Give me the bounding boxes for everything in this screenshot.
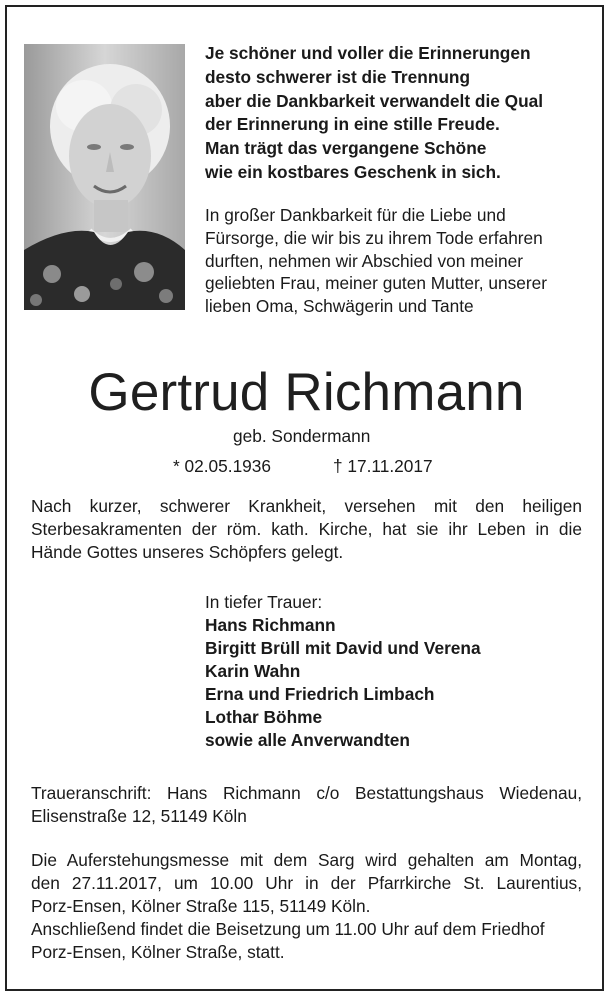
intro-line: geliebten Frau, meiner guten Mutter, unserer (205, 273, 547, 294)
mourners-list (205, 591, 585, 752)
mourner-name: sowie alle Anverwandten (205, 730, 410, 750)
poem-line: desto schwerer ist die Trennung (205, 66, 471, 87)
mourner-name: Karin Wahn (205, 661, 301, 681)
poem-line: der Erinnerung in eine stille Freude. (205, 114, 500, 135)
poem-line: Je schöner und voller die Erinnerungen (205, 43, 531, 63)
service-details (31, 849, 582, 964)
service-line: Anschließend findet die Beisetzung um 11.00 Uhr auf dem Friedhof (31, 919, 545, 939)
address-line: Traueranschrift: Hans Richmann c/o Bestattungshaus Wiedenau, (31, 783, 582, 803)
memorial-poem (205, 42, 595, 185)
mourner-name: Hans Richmann (205, 615, 336, 635)
service-line: den 27.11.2017, um 10.00 Uhr in der Pfarrkirche St. Laurentius, (31, 873, 582, 893)
birth-date: * 02.05.1936 (173, 456, 272, 476)
message-paragraph (31, 495, 582, 564)
message-line: Hände Gottes unseres Schöpfers gelegt. (31, 542, 344, 562)
message-line: Sterbesakramenten der röm. kath. Kirche, hat sie ihr Leben in die (31, 519, 582, 539)
service-line: Die Auferstehungsmesse mit dem Sarg wird gehalten am Montag, (31, 850, 582, 870)
intro-text (205, 204, 590, 318)
intro-line: lieben Oma, Schwägerin und Tante (205, 296, 474, 317)
mourning-address (31, 782, 582, 828)
poem-line: aber die Dankbarkeit verwandelt die Qual (205, 90, 544, 111)
portrait-photo (24, 44, 185, 310)
poem-line: Man trägt das vergangene Schöne (205, 138, 487, 159)
deceased-name: Gertrud Richmann (88, 363, 525, 422)
address-line: Elisenstraße 12, 51149 Köln (31, 806, 247, 826)
mourner-name: Birgitt Brüll mit David und Verena (205, 638, 481, 658)
maiden-name: geb. Sondermann (233, 426, 371, 446)
service-line: Porz-Ensen, Kölner Straße, statt. (31, 942, 285, 962)
poem-line: wie ein kostbares Geschenk in sich. (205, 161, 501, 182)
mourners-heading: In tiefer Trauer: (205, 592, 323, 612)
intro-line: In großer Dankbarkeit für die Liebe und (205, 205, 506, 225)
mourner-name: Erna und Friedrich Limbach (205, 684, 435, 704)
mourner-name: Lothar Böhme (205, 707, 323, 727)
service-line: Porz-Ensen, Kölner Straße 115, 51149 Köln. (31, 896, 371, 916)
message-line: Nach kurzer, schwerer Krankheit, versehen mit den heiligen (31, 496, 582, 516)
intro-line: durften, nehmen wir Abschied von meiner (205, 250, 523, 271)
death-date: † 17.11.2017 (333, 456, 433, 476)
intro-line: Fürsorge, die wir bis zu ihrem Tode erfahren (205, 227, 543, 248)
